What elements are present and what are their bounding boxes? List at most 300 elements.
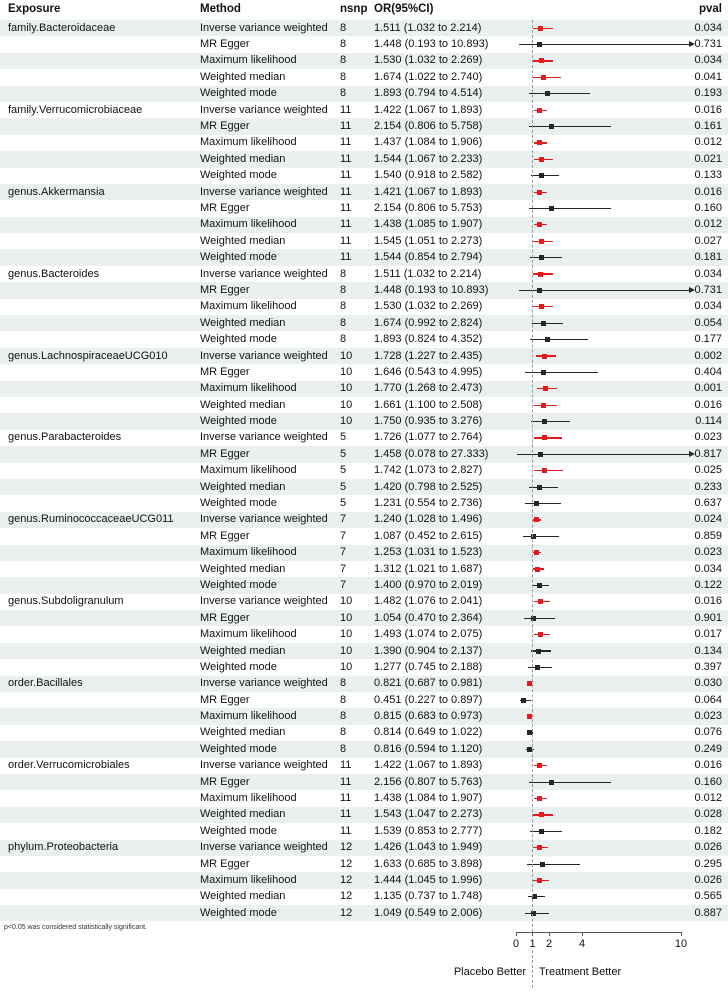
- ci-plot-cell: [496, 86, 680, 102]
- table-row: [0, 577, 728, 593]
- cell-pval: 0.817: [694, 447, 722, 460]
- cell-pval: 0.012: [694, 218, 722, 231]
- x-axis-tick-label: 4: [578, 938, 586, 950]
- or-marker: [542, 435, 547, 440]
- cell-method: Weighted median: [200, 562, 286, 575]
- or-marker: [538, 26, 543, 31]
- or-marker: [537, 485, 542, 490]
- ci-plot-cell: [496, 249, 680, 265]
- table-row: [0, 790, 728, 806]
- ci-plot-cell: [496, 840, 680, 856]
- or-marker: [539, 812, 544, 817]
- cell-pval: 0.027: [694, 234, 722, 247]
- cell-nsnp: 8: [340, 87, 347, 100]
- ci-plot-cell: [496, 184, 680, 200]
- cell-or-ci: 0.821 (0.687 to 0.981): [374, 677, 483, 690]
- ci-plot-cell: [496, 331, 680, 347]
- or-marker: [545, 91, 550, 96]
- table-row: [0, 233, 728, 249]
- cell-pval: 0.233: [694, 480, 722, 493]
- cell-nsnp: 11: [340, 103, 352, 116]
- cell-method: MR Egger: [200, 365, 250, 378]
- table-row: [0, 36, 728, 52]
- cell-nsnp: 11: [340, 251, 352, 264]
- cell-pval: 0.160: [694, 775, 722, 788]
- table-row: [0, 249, 728, 265]
- cell-or-ci: 1.390 (0.904 to 2.137): [374, 644, 483, 657]
- table-row: [0, 446, 728, 462]
- cell-pval: 0.026: [694, 874, 722, 886]
- cell-pval: 0.181: [694, 251, 722, 264]
- ci-arrow-right: [689, 451, 695, 457]
- cell-method: Inverse variance weighted: [200, 841, 328, 854]
- table-row: [0, 741, 728, 757]
- cell-method: Weighted median: [200, 726, 286, 739]
- ci-line: [533, 77, 561, 78]
- reference-line: [532, 20, 533, 932]
- cell-or-ci: 1.444 (1.045 to 1.996): [374, 874, 483, 886]
- cell-or-ci: 1.438 (1.084 to 1.907): [374, 792, 483, 805]
- ci-line: [531, 175, 558, 176]
- cell-method: MR Egger: [200, 38, 250, 51]
- ci-plot-cell: [496, 790, 680, 806]
- cell-nsnp: 5: [340, 431, 347, 444]
- cell-pval: 0.025: [694, 464, 722, 477]
- cell-method: Weighted median: [200, 316, 286, 329]
- ci-line: [530, 339, 588, 340]
- table-row: [0, 217, 728, 233]
- cell-or-ci: 0.451 (0.227 to 0.897): [374, 693, 483, 706]
- ci-plot-cell: [496, 381, 680, 397]
- cell-or-ci: 1.422 (1.067 to 1.893): [374, 103, 483, 116]
- cell-pval: 0.034: [694, 267, 722, 280]
- cell-or-ci: 1.530 (1.032 to 2.269): [374, 300, 483, 313]
- cell-nsnp: 11: [340, 185, 352, 198]
- cell-nsnp: 11: [340, 169, 352, 182]
- table-row: [0, 872, 728, 888]
- cell-pval: 0.054: [694, 316, 722, 329]
- cell-nsnp: 10: [340, 398, 353, 411]
- ci-plot-cell: [496, 905, 680, 921]
- cell-nsnp: 12: [340, 890, 353, 903]
- cell-method: Weighted median: [200, 644, 286, 657]
- cell-exposure: genus.Subdoligranulum: [8, 595, 124, 608]
- cell-nsnp: 11: [340, 808, 352, 821]
- cell-nsnp: 8: [340, 267, 347, 280]
- ci-plot-cell: [496, 594, 680, 610]
- x-axis-tick-label: 10: [674, 938, 688, 950]
- ci-plot-cell: [496, 856, 680, 872]
- or-marker: [541, 370, 546, 375]
- table-row: [0, 725, 728, 741]
- ci-line: [529, 208, 611, 209]
- ci-plot-cell: [496, 626, 680, 642]
- ci-plot-cell: [496, 282, 680, 298]
- cell-pval: 0.021: [694, 152, 722, 165]
- cell-method: Maximum likelihood: [200, 382, 297, 395]
- cell-pval: 0.026: [694, 841, 722, 854]
- table-row: [0, 528, 728, 544]
- cell-nsnp: 8: [340, 742, 347, 755]
- ci-plot-cell: [496, 315, 680, 331]
- cell-nsnp: 10: [340, 349, 353, 362]
- cell-or-ci: 1.511 (1.032 to 2.214): [374, 21, 482, 34]
- cell-method: Maximum likelihood: [200, 136, 297, 149]
- cell-nsnp: 12: [340, 874, 353, 886]
- ci-line: [532, 323, 562, 324]
- table-row: [0, 299, 728, 315]
- cell-nsnp: 5: [340, 497, 347, 510]
- cell-pval: 0.041: [694, 70, 722, 83]
- ci-line: [529, 93, 590, 94]
- cell-method: Inverse variance weighted: [200, 21, 328, 34]
- ci-plot-cell: [496, 233, 680, 249]
- cell-pval: 0.023: [694, 710, 722, 723]
- cell-or-ci: 1.448 (0.193 to 10.893): [374, 38, 489, 51]
- x-axis-tick: [516, 932, 517, 936]
- or-marker: [545, 337, 550, 342]
- cell-nsnp: 8: [340, 693, 347, 706]
- cell-pval: 0.114: [695, 415, 722, 428]
- table-row: [0, 118, 728, 134]
- ci-plot-cell: [496, 692, 680, 708]
- or-marker: [541, 403, 546, 408]
- cell-pval: 0.182: [694, 824, 722, 837]
- cell-method: Maximum likelihood: [200, 710, 297, 723]
- ci-plot-cell: [496, 708, 680, 724]
- cell-nsnp: 10: [340, 628, 353, 641]
- cell-pval: 0.023: [694, 546, 722, 559]
- ci-plot-cell: [496, 889, 680, 905]
- cell-nsnp: 11: [340, 792, 352, 805]
- x-axis-line: [516, 932, 681, 933]
- cell-method: Maximum likelihood: [200, 792, 297, 805]
- cell-or-ci: 1.240 (1.028 to 1.496): [374, 513, 483, 526]
- cell-pval: 0.637: [694, 497, 722, 510]
- cell-pval: 0.034: [694, 300, 722, 313]
- table-row: [0, 348, 728, 364]
- cell-nsnp: 7: [340, 578, 347, 591]
- ci-line: [529, 126, 611, 127]
- ci-line: [531, 421, 570, 422]
- cell-pval: 0.034: [694, 54, 722, 67]
- table-row: [0, 676, 728, 692]
- or-marker: [541, 321, 546, 326]
- cell-or-ci: 1.674 (1.022 to 2.740): [374, 70, 483, 83]
- or-marker: [543, 386, 548, 391]
- cell-method: Inverse variance weighted: [200, 595, 328, 608]
- cell-nsnp: 12: [340, 841, 353, 854]
- ci-arrow-right: [689, 41, 695, 47]
- cell-method: Inverse variance weighted: [200, 349, 328, 362]
- ci-plot-cell: [496, 659, 680, 675]
- table-row: [0, 692, 728, 708]
- ci-line: [534, 437, 562, 438]
- cell-nsnp: 10: [340, 660, 353, 673]
- or-marker: [538, 452, 543, 457]
- table-row: [0, 463, 728, 479]
- ci-line: [525, 372, 598, 373]
- table-row: [0, 331, 728, 347]
- cell-nsnp: 7: [340, 529, 347, 542]
- cell-pval: 0.133: [694, 169, 722, 182]
- cell-or-ci: 1.539 (0.853 to 2.777): [374, 824, 483, 837]
- ci-plot-cell: [496, 413, 680, 429]
- cell-nsnp: 11: [340, 136, 352, 149]
- or-marker: [536, 649, 541, 654]
- table-header: [0, 0, 728, 20]
- cell-nsnp: 11: [340, 775, 352, 788]
- cell-pval: 0.160: [694, 201, 722, 214]
- cell-or-ci: 1.421 (1.067 to 1.893): [374, 185, 483, 198]
- ci-plot-cell: [496, 102, 680, 118]
- ci-plot-cell: [496, 823, 680, 839]
- cell-pval: 0.016: [694, 185, 722, 198]
- table-row: [0, 643, 728, 659]
- ci-plot-cell: [496, 725, 680, 741]
- cell-nsnp: 8: [340, 70, 347, 83]
- cell-method: Weighted median: [200, 152, 286, 165]
- cell-nsnp: 5: [340, 447, 347, 460]
- cell-or-ci: 2.156 (0.807 to 5.763): [374, 775, 483, 788]
- cell-pval: 0.177: [694, 333, 722, 346]
- cell-nsnp: 10: [340, 415, 353, 428]
- cell-method: Inverse variance weighted: [200, 267, 328, 280]
- or-marker: [539, 304, 544, 309]
- cell-or-ci: 1.750 (0.935 to 3.276): [374, 415, 483, 428]
- cell-nsnp: 10: [340, 644, 353, 657]
- cell-method: MR Egger: [200, 693, 250, 706]
- or-marker: [541, 75, 546, 80]
- ci-plot-cell: [496, 151, 680, 167]
- cell-or-ci: 1.511 (1.032 to 2.214): [374, 267, 482, 280]
- cell-pval: 0.064: [694, 693, 722, 706]
- cell-exposure: genus.Parabacteroides: [8, 431, 122, 444]
- or-marker: [538, 272, 543, 277]
- cell-or-ci: 2.154 (0.806 to 5.753): [374, 201, 483, 214]
- cell-nsnp: 11: [340, 152, 352, 165]
- ci-plot-cell: [496, 774, 680, 790]
- ci-plot-cell: [496, 118, 680, 134]
- table-row: [0, 479, 728, 495]
- cell-method: MR Egger: [200, 201, 250, 214]
- cell-nsnp: 11: [340, 759, 352, 772]
- ci-plot-cell: [496, 266, 680, 282]
- cell-or-ci: 1.544 (1.067 to 2.233): [374, 152, 483, 165]
- ci-plot-cell: [496, 512, 680, 528]
- ci-line: [530, 257, 562, 258]
- header-method: Method: [200, 3, 241, 16]
- ci-plot-cell: [496, 528, 680, 544]
- cell-exposure: genus.Bacteroides: [8, 267, 100, 280]
- cell-nsnp: 10: [340, 365, 353, 378]
- footnote: p<0.05 was considered statistically significant.: [4, 924, 147, 931]
- ci-line: [524, 618, 555, 619]
- cell-nsnp: 8: [340, 21, 347, 34]
- or-marker: [537, 763, 542, 768]
- cell-method: Inverse variance weighted: [200, 431, 328, 444]
- table-row: [0, 282, 728, 298]
- or-marker: [537, 878, 542, 883]
- or-marker: [539, 239, 544, 244]
- table-row: [0, 905, 728, 921]
- cell-pval: 0.012: [694, 792, 722, 805]
- cell-exposure: order.Verrucomicrobiales: [8, 759, 130, 772]
- or-marker: [535, 567, 540, 572]
- cell-or-ci: 1.770 (1.268 to 2.473): [374, 382, 483, 395]
- table-row: [0, 807, 728, 823]
- cell-or-ci: 0.816 (0.594 to 1.120): [374, 742, 483, 755]
- cell-or-ci: 1.231 (0.554 to 2.736): [374, 497, 483, 510]
- cell-method: Weighted median: [200, 890, 286, 903]
- cell-method: Weighted mode: [200, 742, 277, 755]
- cell-pval: 0.404: [694, 365, 722, 378]
- ci-plot-cell: [496, 217, 680, 233]
- cell-exposure: order.Bacillales: [8, 677, 83, 690]
- table-row: [0, 20, 728, 36]
- table-row: [0, 610, 728, 626]
- cell-or-ci: 1.646 (0.543 to 4.995): [374, 365, 483, 378]
- cell-method: Maximum likelihood: [200, 874, 297, 886]
- cell-nsnp: 8: [340, 300, 347, 313]
- table-row: [0, 856, 728, 872]
- or-marker: [538, 632, 543, 637]
- table-row: [0, 168, 728, 184]
- cell-nsnp: 10: [340, 595, 353, 608]
- cell-pval: 0.122: [694, 578, 722, 591]
- ci-plot-cell: [496, 741, 680, 757]
- cell-nsnp: 5: [340, 464, 347, 477]
- or-marker: [542, 419, 547, 424]
- ci-line: [525, 503, 561, 504]
- or-marker: [537, 796, 542, 801]
- ci-plot-cell: [496, 872, 680, 888]
- x-axis-tick: [681, 932, 682, 936]
- or-marker: [537, 583, 542, 588]
- cell-nsnp: 8: [340, 316, 347, 329]
- cell-method: MR Egger: [200, 611, 250, 624]
- ci-plot-cell: [496, 643, 680, 659]
- cell-method: Weighted mode: [200, 578, 277, 591]
- cell-nsnp: 12: [340, 857, 353, 870]
- cell-method: Weighted mode: [200, 660, 277, 673]
- cell-exposure: genus.Akkermansia: [8, 185, 105, 198]
- table-row: [0, 381, 728, 397]
- or-marker: [534, 517, 539, 522]
- cell-pval: 0.024: [694, 513, 722, 526]
- header-pval: pval: [698, 3, 722, 16]
- ci-line: [519, 290, 689, 291]
- ci-line: [529, 487, 557, 488]
- cell-pval: 0.030: [694, 677, 722, 690]
- cell-nsnp: 7: [340, 546, 347, 559]
- ci-plot-cell: [496, 577, 680, 593]
- table-row: [0, 413, 728, 429]
- cell-nsnp: 10: [340, 382, 353, 395]
- cell-pval: 0.023: [694, 431, 722, 444]
- cell-or-ci: 1.422 (1.067 to 1.893): [374, 759, 483, 772]
- ci-line: [529, 782, 611, 783]
- table-row: [0, 512, 728, 528]
- table-body: [0, 20, 728, 921]
- cell-pval: 0.016: [694, 595, 722, 608]
- cell-method: Weighted median: [200, 480, 286, 493]
- ci-plot-cell: [496, 610, 680, 626]
- cell-or-ci: 1.448 (0.193 to 10.893): [374, 283, 489, 296]
- or-marker: [542, 468, 547, 473]
- cell-method: Inverse variance weighted: [200, 677, 328, 690]
- ci-plot-cell: [496, 676, 680, 692]
- cell-exposure: family.Bacteroidaceae: [8, 21, 116, 34]
- table-row: [0, 889, 728, 905]
- table-row: [0, 184, 728, 200]
- cell-exposure: family.Verrucomicrobiaceae: [8, 103, 143, 116]
- table-row: [0, 774, 728, 790]
- cell-pval: 0.193: [694, 87, 722, 100]
- cell-nsnp: 8: [340, 38, 347, 51]
- cell-or-ci: 1.482 (1.076 to 2.041): [374, 595, 483, 608]
- cell-method: Weighted mode: [200, 251, 277, 264]
- cell-method: Weighted mode: [200, 824, 277, 837]
- cell-method: Weighted mode: [200, 415, 277, 428]
- cell-exposure: genus.LachnospiraceaeUCG010: [8, 349, 168, 362]
- table-row: [0, 659, 728, 675]
- cell-or-ci: 1.438 (1.085 to 1.907): [374, 218, 483, 231]
- cell-pval: 0.016: [694, 759, 722, 772]
- or-marker: [539, 829, 544, 834]
- cell-nsnp: 8: [340, 333, 347, 346]
- cell-or-ci: 1.893 (0.824 to 4.352): [374, 333, 483, 346]
- cell-pval: 0.002: [694, 349, 722, 362]
- x-axis-tick-label: 0: [512, 938, 520, 950]
- header-plot-spacer: [496, 0, 680, 20]
- cell-method: Weighted median: [200, 808, 286, 821]
- ci-line: [519, 44, 689, 45]
- cell-pval: 0.034: [694, 562, 722, 575]
- or-marker: [537, 222, 542, 227]
- cell-or-ci: 1.543 (1.047 to 2.273): [374, 808, 483, 821]
- or-marker: [537, 845, 542, 850]
- cell-pval: 0.295: [694, 857, 722, 870]
- cell-nsnp: 8: [340, 54, 347, 67]
- or-marker: [542, 354, 547, 359]
- x-axis-tick: [532, 932, 533, 936]
- cell-or-ci: 1.054 (0.470 to 2.364): [374, 611, 483, 624]
- ci-plot-cell: [496, 69, 680, 85]
- cell-nsnp: 5: [340, 480, 347, 493]
- cell-or-ci: 1.135 (0.737 to 1.748): [374, 890, 483, 903]
- cell-method: MR Egger: [200, 447, 250, 460]
- table-row: [0, 626, 728, 642]
- table-row: [0, 561, 728, 577]
- or-marker: [549, 780, 554, 785]
- reference-line-bottom: [532, 950, 533, 988]
- or-marker: [534, 501, 539, 506]
- or-marker: [537, 190, 542, 195]
- ci-plot-cell: [496, 299, 680, 315]
- cell-nsnp: 11: [340, 824, 352, 837]
- cell-method: Inverse variance weighted: [200, 103, 328, 116]
- table-row: [0, 840, 728, 856]
- or-marker: [537, 42, 542, 47]
- ci-plot-cell: [496, 495, 680, 511]
- cell-or-ci: 1.633 (0.685 to 3.898): [374, 857, 483, 870]
- ci-line: [523, 536, 559, 537]
- table-row: [0, 86, 728, 102]
- cell-pval: 0.901: [694, 611, 722, 624]
- cell-exposure: phylum.Proteobacteria: [8, 841, 119, 854]
- table-row: [0, 53, 728, 69]
